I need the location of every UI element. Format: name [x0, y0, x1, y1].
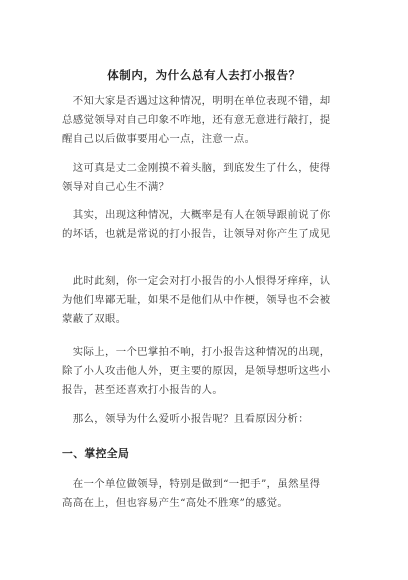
paragraph-7: [62, 475, 352, 513]
paragraph-6: [62, 410, 352, 429]
paragraph-line: 醒自己以后做事要用心一点，注意一点。: [62, 133, 256, 145]
section-heading: 一、掌控全局: [62, 447, 130, 460]
paragraph-line: 为他们卑鄙无耻，如果不是他们从中作梗，领导也不会被: [62, 294, 331, 306]
paragraph-line: 蒙蔽了双眼。: [62, 313, 127, 325]
paragraph-line: 这可真是丈二金刚摸不着头脑，到底发生了什么，使得: [62, 162, 331, 174]
paragraph-line: 实际上，一个巴掌拍不响，打小报告这种情况的出现，: [62, 346, 331, 358]
paragraph-line: 此时此刻，你一定会对打小报告的小人恨得牙痒痒，认: [62, 275, 331, 287]
paragraph-line: 除了小人攻击他人外，更主要的原因，是领导想听这些小: [62, 365, 331, 377]
document-title: 体制内，为什么总有人去打小报告？: [107, 68, 301, 82]
paragraph-line: 高高在上，但也容易产生“高处不胜寒”的感觉。: [62, 497, 289, 509]
paragraph-line: 不知大家是否遇过这种情况，明明在单位表现不错，却: [62, 95, 331, 107]
paragraph-line: 在一个单位做领导，特别是做到“一把手”，虽然星得: [62, 478, 321, 490]
paragraph-line: 领导对自己心生不满？: [62, 181, 170, 193]
paragraph-2: [62, 159, 352, 197]
paragraph-3: [62, 206, 352, 244]
paragraph-5: [62, 343, 352, 400]
paragraph-line: 其实，出现这种情况，大概率是有人在领导跟前说了你: [62, 209, 331, 221]
paragraph-line: 的坏话，也就是常说的打小报告，让领导对你产生了成见: [62, 228, 331, 240]
paragraph-line: 总感觉领导对自己印象不咋地，还有意无意进行敲打，提: [62, 114, 331, 126]
paragraph-line: 那么，领导为什么爱听小报告呢？且看原因分析：: [62, 413, 310, 425]
paragraph-line: 报告，甚至还喜欢打小报告的人。: [62, 384, 224, 396]
paragraph-4: [62, 272, 352, 329]
paragraph-1: [62, 92, 352, 149]
